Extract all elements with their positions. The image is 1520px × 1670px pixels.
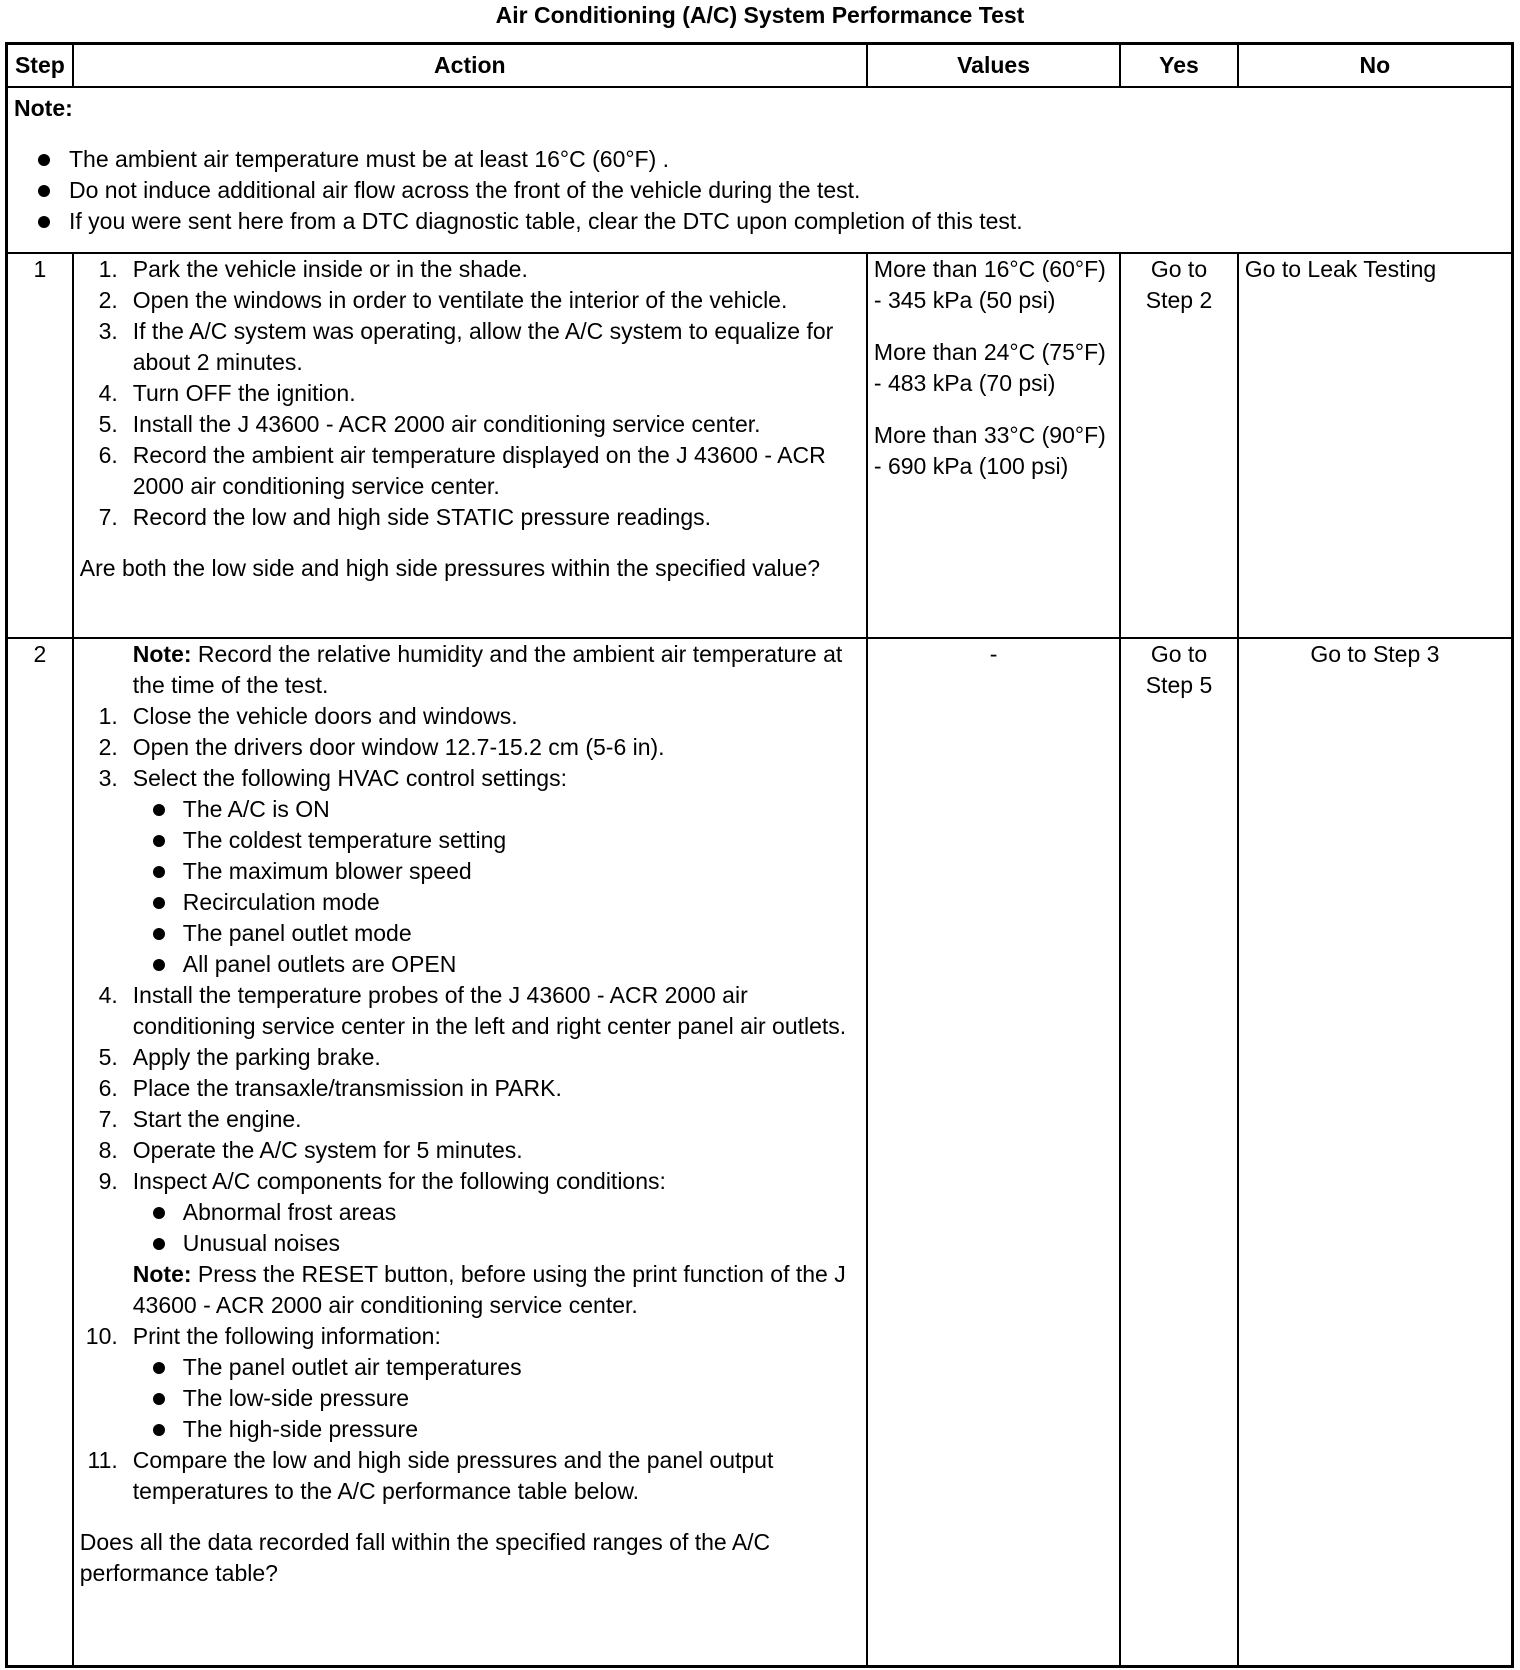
note-label: Note: (14, 95, 73, 121)
list-item: 8. Operate the A/C system for 5 minutes. (98, 1137, 523, 1163)
step-2-yes (1120, 638, 1238, 1667)
document-title: Air Conditioning (A/C) System Performance Test (495, 2, 1025, 28)
note-row (7, 87, 1513, 253)
header-row (7, 44, 1513, 88)
note-item: The ambient air temperature must be at least 16°C (60°F) . (14, 144, 1505, 175)
list-item: 7. Start the engine. (98, 1106, 302, 1132)
step-2-list (80, 639, 860, 1507)
step-1-list (80, 254, 860, 533)
step-2-question: Does all the data recorded fall within the specified ranges of the A/C performance table? (79, 1529, 771, 1586)
list-item: 3. Select the following HVAC control settings: The A/C is ON The coldest temperature setting The maximum blower speed Recirculation mode The panel outlet mode All panel outlets are OPEN (80, 763, 860, 980)
sub-item: Abnormal frost areas (133, 1197, 860, 1228)
step-number: 2 (7, 638, 73, 1667)
step-1-row (7, 253, 1513, 638)
note-item: If you were sent here from a DTC diagnostic table, clear the DTC upon completion of this test. (14, 206, 1505, 237)
header-yes: Yes (1120, 44, 1238, 88)
step-2-reset-note: Note: Press the RESET button, before using the print function of the J 43600 - ACR 2000 air conditioning service center. (132, 1261, 846, 1318)
list-item: 5. Apply the parking brake. (98, 1044, 381, 1070)
header-step: Step (7, 44, 73, 88)
step-2-row (7, 638, 1513, 1667)
step-number: 1 (7, 253, 73, 638)
go-to-step-link[interactable]: Go to Step 2 (1145, 256, 1213, 313)
print-items-list (133, 1352, 860, 1445)
note-cell (7, 87, 1513, 253)
list-item: 1. Close the vehicle doors and windows. (98, 703, 518, 729)
sub-item: Recirculation mode (133, 887, 860, 918)
step-1-no (1238, 253, 1513, 638)
list-item: 6. Record the ambient air temperature displayed on the J 43600 - ACR 2000 air conditioning service center. (98, 442, 826, 499)
header-no: No (1238, 44, 1513, 88)
note-list (14, 144, 1505, 237)
diagnostic-table (5, 42, 1514, 1668)
sub-item: The panel outlet air temperatures (133, 1352, 860, 1383)
sub-item: Unusual noises (133, 1228, 860, 1259)
list-item: 10. Print the following information: The panel outlet air temperatures The low-side pressure The high-side pressure (80, 1321, 860, 1445)
header-values: Values (867, 44, 1120, 88)
go-to-step-link[interactable]: Go to Step 5 (1145, 641, 1213, 698)
list-item: 5. Install the J 43600 - ACR 2000 air conditioning service center. (98, 411, 761, 437)
value-item: More than 33°C (90°F) - 690 kPa (100 psi) (873, 422, 1106, 479)
sub-item: The maximum blower speed (133, 856, 860, 887)
note-item: Do not induce additional air flow across the front of the vehicle during the test. (14, 175, 1505, 206)
header-action: Action (73, 44, 867, 88)
step-1-action (73, 253, 867, 638)
list-item: 9. Inspect A/C components for the following conditions: Abnormal frost areas Unusual noises Note: Press the RESET button, before using the print function of the J 43600 - ACR 2000 air conditioning service center. (80, 1166, 860, 1321)
list-item: 6. Place the transaxle/transmission in PARK. (98, 1075, 562, 1101)
list-item: 4. Turn OFF the ignition. (98, 380, 356, 406)
value-item: More than 16°C (60°F) - 345 kPa (50 psi) (873, 256, 1106, 313)
list-item: 4. Install the temperature probes of the J 43600 - ACR 2000 air conditioning service center in the left and right center panel air outlets. (98, 982, 847, 1039)
list-item: 7. Record the low and high side STATIC pressure readings. (98, 504, 712, 530)
sub-item: The A/C is ON (133, 794, 860, 825)
go-to-leak-testing-link[interactable]: Go to Leak Testing (1244, 256, 1437, 282)
step-2-no (1238, 638, 1513, 1667)
sub-item: The coldest temperature setting (133, 825, 860, 856)
hvac-settings-list (133, 794, 860, 980)
list-item: 3. If the A/C system was operating, allow the A/C system to equalize for about 2 minutes. (98, 318, 834, 375)
sub-item: The panel outlet mode (133, 918, 860, 949)
sub-item: All panel outlets are OPEN (133, 949, 860, 980)
step-1-question: Are both the low side and high side pressures within the specified value? (79, 555, 821, 581)
step-2-note: Note: Record the relative humidity and the ambient air temperature at the time of the test. (132, 641, 843, 698)
list-item: 11. Compare the low and high side pressures and the panel output temperatures to the A/C performance table below. (87, 1447, 774, 1504)
list-item: 2. Open the drivers door window 12.7-15.2 cm (5-6 in). (98, 734, 665, 760)
step-1-yes (1120, 253, 1238, 638)
step-1-values (867, 253, 1120, 638)
list-item: 1. Park the vehicle inside or in the shade. (98, 256, 528, 282)
conditions-list (133, 1197, 860, 1259)
sub-item: The high-side pressure (133, 1414, 860, 1445)
list-item: 2. Open the windows in order to ventilate the interior of the vehicle. (98, 287, 788, 313)
step-2-values: - (867, 638, 1120, 1667)
step-2-action (73, 638, 867, 1667)
value-item: More than 24°C (75°F) - 483 kPa (70 psi) (873, 339, 1106, 396)
go-to-step-link[interactable]: Go to Step 3 (1310, 641, 1440, 667)
sub-item: The low-side pressure (133, 1383, 860, 1414)
